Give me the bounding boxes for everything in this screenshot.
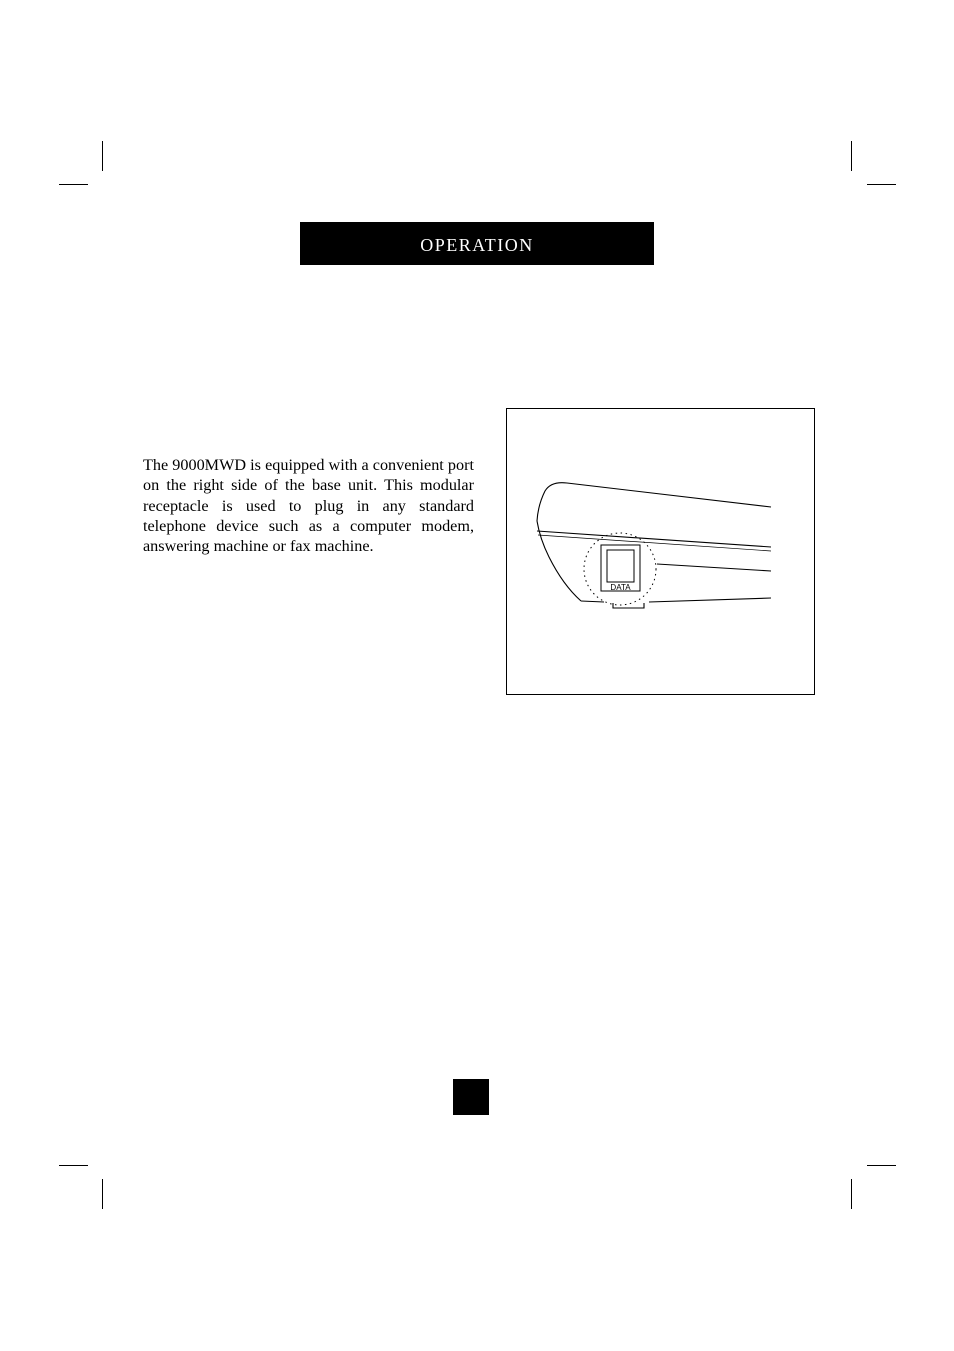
- crop-mark-top-right-vertical: [851, 141, 852, 171]
- highlight-circle: [584, 533, 656, 605]
- section-title: operation: [420, 230, 534, 257]
- page-number-box: [453, 1079, 489, 1115]
- crop-mark-bottom-left-horizontal: [59, 1165, 88, 1166]
- crop-mark-bottom-left-vertical: [102, 1179, 103, 1209]
- body-paragraph: The 9000MWD is equipped with a convenient port on the right side of the base unit. This modular receptacle is used to plug in any standard telephone device such as a computer modem, answering machine or fax machine.: [143, 456, 474, 556]
- crop-mark-top-left-vertical: [102, 141, 103, 171]
- crop-mark-top-left-horizontal: [59, 184, 88, 185]
- crop-mark-bottom-right-vertical: [851, 1179, 852, 1209]
- data-port-illustration: [506, 408, 815, 695]
- crop-mark-top-right-horizontal: [867, 184, 896, 185]
- base-unit-side-drawing: [507, 409, 816, 696]
- section-header: [300, 222, 654, 265]
- crop-mark-bottom-right-horizontal: [867, 1165, 896, 1166]
- data-port-label: DATA: [610, 583, 631, 592]
